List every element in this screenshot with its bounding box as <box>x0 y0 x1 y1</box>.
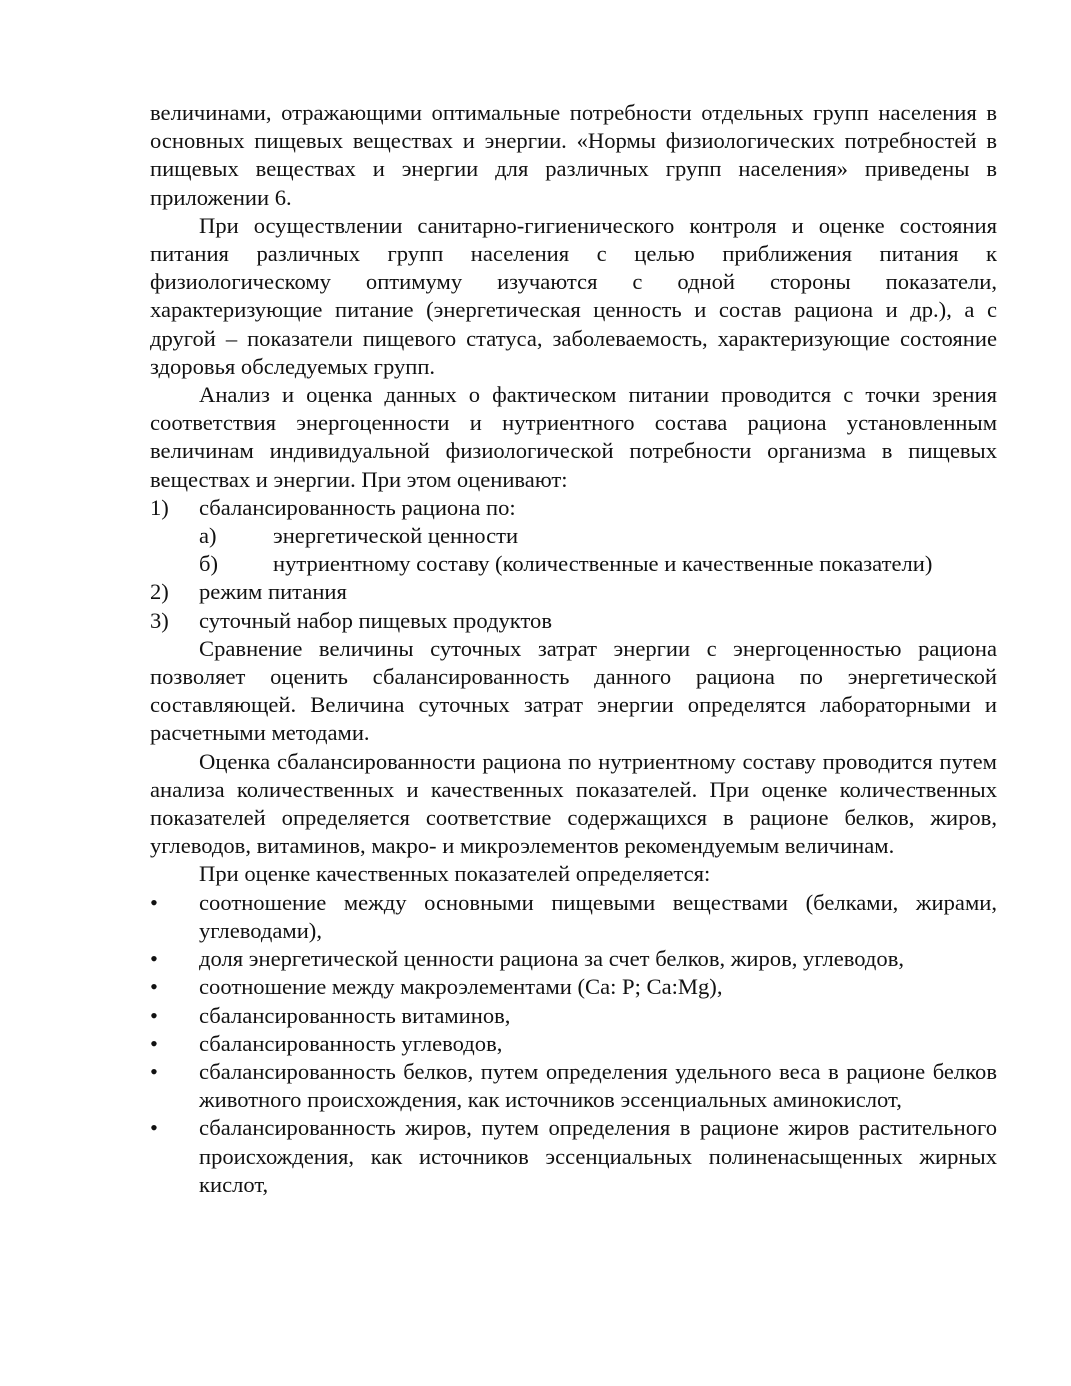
list-marker: а) <box>199 523 217 549</box>
list-item-text: энергетической ценности <box>273 523 519 549</box>
list-item-text: сбалансированность углеводов, <box>199 1030 503 1056</box>
paragraph-sanitary-control: При осуществлении санитарно-гигиенического контроля и оценке состояния питания различных групп населения с целью приближения питания к физиологическому оптимуму изучаются с одной стороны показатели, характеризующие питание (энергетическая ценность и состав рациона и др.), а с другой – показатели пищевого статуса, заболеваемость, характеризующие состояние здоровья обследуемых групп. <box>150 212 997 379</box>
paragraph-nutrient-balance: Оценка сбалансированности рациона по нутриентному составу проводится путем анализа количественных и качественных показателей. При оценке количественных показателей определяется соответствие содержащихся в рационе белков, жиров, углеводов, витаминов, макро- и микроэлементов рекомендуемым величинам. <box>150 748 997 859</box>
paragraph-analysis: Анализ и оценка данных о фактическом питании проводится с точки зрения соответствия энергоценности и нутриентного состава рациона установленным величинам индивидуальной физиологической потребности организма в пищевых веществах и энергии. При этом оценивают: <box>150 382 997 492</box>
list-item <box>150 1114 997 1199</box>
list-item <box>150 607 997 635</box>
paragraph-norms: величинами, отражающими оптимальные потребности отдельных групп населения в основных пищевых веществах и энергии. «Нормы физиологических потребностей в пищевых веществах и энергии для различных групп населения» приведены в приложении 6. <box>150 100 997 210</box>
paragraph-energy-comparison: Сравнение величины суточных затрат энергии с энергоценностью рациона позволяет оценить сбалансированность данного рациона по энергетической составляющей. Величина суточных затрат энергии определятся лабораторными и расчетными методами. <box>150 635 997 746</box>
list-marker: 1) <box>150 494 169 520</box>
list-item <box>150 550 997 578</box>
bullet-icon: • <box>150 974 158 1000</box>
bullet-icon: • <box>150 889 158 915</box>
list-item <box>150 522 997 550</box>
list-item <box>150 1058 997 1114</box>
bullet-icon: • <box>150 1058 158 1084</box>
list-item-text: суточный набор пищевых продуктов <box>199 607 552 633</box>
document-page <box>150 99 997 1199</box>
list-item-text: сбалансированность белков, путем определения удельного веса в рационе белков животного происхождения, как источников эссенциальных аминокислот, <box>199 1058 997 1113</box>
bullet-icon: • <box>150 946 158 972</box>
list-marker: 2) <box>150 579 169 605</box>
list-item-text: нутриентному составу (количественные и качественные показатели) <box>273 551 933 577</box>
bullet-icon: • <box>150 1115 158 1141</box>
list-item <box>150 578 997 606</box>
list-item-text: сбалансированность рациона по: <box>199 494 516 520</box>
bullet-icon: • <box>150 1030 158 1056</box>
list-item <box>150 889 997 945</box>
list-item-text: сбалансированность витаминов, <box>199 1002 511 1028</box>
bullet-icon: • <box>150 1002 158 1028</box>
list-item <box>150 494 997 522</box>
list-item <box>150 973 997 1001</box>
list-item-text: соотношение между макроэлементами (Ca: P; Ca:Mg), <box>199 974 723 1000</box>
paragraph-quality-intro: При оценке качественных показателей определяется: <box>199 861 711 887</box>
list-item-text: режим питания <box>199 579 347 605</box>
list-item <box>150 1002 997 1030</box>
list-item <box>150 945 997 973</box>
list-item-text: соотношение между основными пищевыми веществами (белками, жирами, углеводами), <box>199 889 997 943</box>
list-item <box>150 1030 997 1058</box>
list-item-text: сбалансированность жиров, путем определения в рационе жиров растительного происхождения, как источников эссенциальных полиненасыщенных жирных кислот, <box>199 1115 997 1197</box>
list-marker: 3) <box>150 607 169 633</box>
list-marker: б) <box>199 551 219 577</box>
list-item-text: доля энергетической ценности рациона за счет белков, жиров, углеводов, <box>199 946 905 972</box>
